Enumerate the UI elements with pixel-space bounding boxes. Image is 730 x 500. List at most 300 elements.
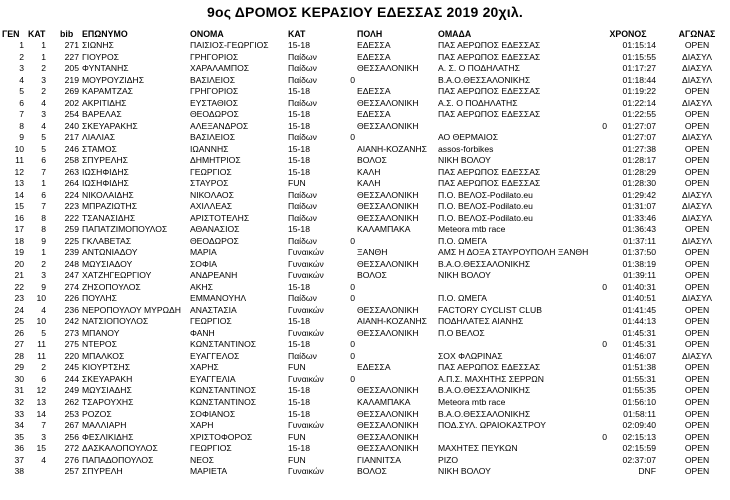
cell-team: ΑΜΣ Η ΔΟΞΑ ΣΤΑΥΡΟΥΠΟΛΗ ΞΑΝΘΗ — [438, 247, 589, 258]
cell-race-type: OPEN — [684, 420, 710, 431]
cell-team: Π.Ο. ΩΜΕΓΑ — [438, 235, 488, 246]
cell-category: FUN — [288, 431, 306, 442]
cell-finish-time: 01:28:30 — [622, 178, 656, 189]
cell-surname: ΚΙΟΥΡΤΣΗΣ — [82, 362, 131, 373]
cell-category: Παίδων — [288, 74, 317, 85]
cell-category: Παίδων — [288, 51, 317, 62]
cell-finish-time: 01:46:07 — [622, 350, 656, 361]
cell-bib-number: 267 — [64, 420, 79, 431]
cell-first-name: ΜΑΡΙΕΤΑ — [190, 466, 228, 477]
cell-category-rank: 10 — [36, 293, 46, 304]
header-onoma: ΟΝΟΜΑ — [190, 29, 224, 39]
cell-race-type: OPEN — [684, 166, 710, 177]
cell-surname: ΦΕΣΛΙΚΙΔΗΣ — [82, 431, 134, 442]
cell-first-name: ΧΑΡΗ — [190, 420, 214, 431]
cell-overall-rank: 25 — [14, 316, 24, 327]
cell-city: ΕΔΕΣΣΑ — [357, 51, 391, 62]
cell-bib-number: 248 — [64, 258, 79, 269]
cell-overall-rank: 38 — [14, 466, 24, 477]
cell-city: ΘΕΣΣΑΛΟΝΙΚΗ — [357, 385, 419, 396]
cell-overall-rank: 33 — [14, 408, 24, 419]
cell-bib-number: 269 — [64, 86, 79, 97]
cell-race-type: ΔΙΑΣΥΛ — [681, 132, 712, 143]
cell-zero-value: 0 — [602, 281, 607, 292]
cell-team: Β.Α.Ο.ΘΕΣΣΑΛΟΝΙΚΗΣ — [438, 408, 531, 419]
cell-category-rank: 11 — [37, 339, 46, 350]
cell-surname: ΖΗΣΟΠΟΥΛΟΣ — [82, 281, 141, 292]
cell-surname: ΣΙΩΝΗΣ — [82, 40, 114, 50]
cell-finish-time: 01:28:29 — [622, 166, 656, 177]
cell-surname: ΝΤΕΡΟΣ — [82, 339, 117, 350]
cell-first-name: ΓΕΩΡΓΙΟΣ — [190, 443, 232, 454]
cell-team: assos-forbikes — [438, 143, 494, 154]
cell-finish-time: 01:15:14 — [622, 40, 656, 50]
cell-first-name: ΣΟΦΙΑ — [190, 258, 217, 269]
cell-overall-rank: 26 — [14, 327, 24, 338]
cell-category-rank: 6 — [41, 373, 46, 384]
cell-team: Π.Ο. ΒΕΛΟΣ-Podilato.eu — [438, 212, 533, 223]
cell-zero-value: 0 — [350, 74, 355, 85]
cell-overall-rank: 29 — [14, 362, 24, 373]
cell-category-rank: 5 — [41, 327, 46, 338]
cell-team: ΠΑΣ ΑΕΡΩΠΟΣ ΕΔΕΣΣΑΣ — [438, 109, 541, 120]
cell-first-name: ΘΕΟΔΩΡΟΣ — [190, 109, 239, 120]
cell-finish-time: 01:36:43 — [622, 224, 656, 235]
table-row — [0, 75, 730, 87]
cell-race-type: ΔΙΑΣΥΛ — [681, 212, 712, 223]
cell-bib-number: 258 — [64, 155, 79, 166]
cell-finish-time: 01:31:07 — [622, 201, 656, 212]
cell-city: ΒΟΛΟΣ — [357, 155, 387, 166]
cell-finish-time: 01:29:42 — [622, 189, 656, 200]
cell-category-rank: 7 — [41, 201, 46, 212]
cell-surname: ΜΠΑΛΚΟΣ — [82, 350, 125, 361]
cell-race-type: OPEN — [684, 224, 710, 235]
table-row — [0, 420, 730, 432]
cell-surname: ΚΑΡΑΜΤΖΑΣ — [82, 86, 133, 97]
cell-race-type: OPEN — [684, 454, 710, 465]
cell-city: ΑΙΑΝΗ-ΚΟΖΑΝΗΣ — [357, 143, 427, 154]
header-chronos: ΧΡΟΝΟΣ — [609, 29, 647, 39]
cell-first-name: ΦΑΝΗ — [190, 327, 215, 338]
cell-category: Γυναικών — [288, 466, 324, 477]
cell-bib-number: 219 — [64, 74, 79, 85]
cell-overall-rank: 37 — [14, 454, 24, 465]
cell-bib-number: 202 — [64, 97, 79, 108]
cell-overall-rank: 6 — [19, 97, 24, 108]
header-omada: ΟΜΑΔΑ — [438, 29, 472, 39]
cell-overall-rank: 10 — [14, 143, 24, 154]
cell-surname: ΠΟΥΛΗΣ — [82, 293, 117, 304]
cell-surname: ΙΩΣΗΦΙΔΗΣ — [82, 166, 129, 177]
cell-finish-time: 02:37:07 — [622, 454, 656, 465]
table-row — [0, 132, 730, 144]
cell-surname: ΦΥΝΤΑΝΗΣ — [82, 63, 129, 74]
cell-bib-number: 236 — [64, 304, 79, 315]
cell-zero-value: 0 — [350, 132, 355, 143]
cell-first-name: ΑΡΙΣΤΟΤΕΛΗΣ — [190, 212, 250, 223]
cell-race-type: ΔΙΑΣΥΛ — [681, 350, 712, 361]
cell-category: Παίδων — [288, 235, 317, 246]
cell-team: Α.Π.Σ. ΜΑΧΗΤΗΣ ΣΕΡΡΩΝ — [438, 373, 544, 384]
cell-bib-number: 274 — [64, 281, 79, 292]
cell-overall-rank: 24 — [14, 304, 24, 315]
table-row — [0, 63, 730, 75]
cell-finish-time: 01:58:11 — [623, 408, 656, 419]
cell-bib-number: 240 — [64, 120, 79, 131]
cell-overall-rank: 8 — [19, 120, 24, 131]
cell-category-rank: 1 — [41, 178, 46, 189]
cell-first-name: ΑΝΔΡΕΑΝΗ — [190, 270, 238, 281]
cell-first-name: ΚΩΝΣΤΑΝΤΙΝΟΣ — [190, 396, 257, 407]
cell-city: ΓΙΑΝΝΙΤΣΑ — [357, 454, 401, 465]
cell-zero-value: 0 — [602, 431, 607, 442]
cell-finish-time: 01:37:11 — [623, 235, 656, 246]
cell-overall-rank: 14 — [14, 189, 24, 200]
cell-first-name: ΣΟΦΙΑΝΟΣ — [190, 408, 236, 419]
cell-bib-number: 273 — [64, 327, 79, 338]
table-row — [0, 409, 730, 421]
cell-overall-rank: 36 — [14, 443, 24, 454]
cell-category-rank: 7 — [41, 166, 46, 177]
cell-bib-number: 225 — [64, 235, 79, 246]
cell-team: ΠΑΣ ΑΕΡΩΠΟΣ ΕΔΕΣΣΑΣ — [438, 178, 541, 189]
table-body — [0, 40, 730, 478]
table-row — [0, 443, 730, 455]
table-row — [0, 316, 730, 328]
cell-category-rank: 6 — [41, 155, 46, 166]
cell-first-name: ΒΑΣΙΛΕΙΟΣ — [190, 74, 236, 85]
cell-overall-rank: 12 — [14, 166, 24, 177]
cell-race-type: ΔΙΑΣΥΛ — [681, 201, 712, 212]
table-row — [0, 362, 730, 374]
cell-category: 15-18 — [288, 166, 310, 177]
cell-team: Π.Ο. ΒΕΛΟΣ-Podilato.eu — [438, 201, 533, 212]
table-row — [0, 201, 730, 213]
cell-race-type: ΔΙΑΣΥΛ — [681, 74, 712, 85]
cell-surname: ΤΣΑΡΟΥΧΗΣ — [82, 396, 134, 407]
cell-bib-number: 264 — [64, 178, 79, 189]
cell-bib-number: 256 — [64, 431, 79, 442]
cell-category: Γυναικών — [288, 270, 324, 281]
cell-zero-value: 0 — [350, 293, 355, 304]
cell-bib-number: 246 — [64, 143, 79, 154]
cell-category: Γυναικών — [288, 420, 324, 431]
header-bib: bib — [60, 29, 74, 39]
cell-team: ΠΑΣ ΑΕΡΩΠΟΣ ΕΔΕΣΣΑΣ — [438, 166, 541, 177]
cell-first-name: ΓΕΩΡΓΙΟΣ — [190, 166, 232, 177]
header-eponymo: ΕΠΩΝΥΜΟ — [82, 29, 128, 39]
cell-race-type: OPEN — [684, 304, 710, 315]
cell-category: Παίδων — [288, 212, 317, 223]
table-row — [0, 293, 730, 305]
table-row — [0, 98, 730, 110]
cell-bib-number: 227 — [64, 51, 79, 62]
table-row — [0, 305, 730, 317]
cell-category-rank: 2 — [41, 258, 46, 269]
cell-team: ΝΙΚΗ ΒΟΛΟΥ — [438, 466, 491, 477]
table-row — [0, 52, 730, 64]
cell-city: ΕΔΕΣΣΑ — [357, 86, 391, 97]
cell-category-rank: 10 — [36, 316, 46, 327]
results-table — [0, 28, 730, 478]
cell-race-type: ΔΙΑΣΥΛ — [681, 189, 712, 200]
cell-city: ΕΔΕΣΣΑ — [357, 40, 391, 50]
cell-category-rank: 14 — [36, 408, 46, 419]
cell-finish-time: 01:19:22 — [622, 86, 656, 97]
cell-overall-rank: 5 — [19, 86, 24, 97]
cell-team: Β.Α.Ο.ΘΕΣΣΑΛΟΝΙΚΗΣ — [438, 74, 531, 85]
cell-category: 15-18 — [288, 385, 310, 396]
cell-category: 15-18 — [288, 408, 310, 419]
cell-surname: ΑΝΤΩΝΙΑΔΟΥ — [82, 247, 138, 258]
cell-finish-time: 01:38:19 — [622, 258, 656, 269]
table-row — [0, 213, 730, 225]
cell-finish-time: 02:15:59 — [622, 443, 656, 454]
cell-race-type: OPEN — [684, 431, 710, 442]
table-row — [0, 178, 730, 190]
cell-category-rank: 8 — [41, 224, 46, 235]
cell-surname: ΣΚΕΥΑΡΑΚΗΣ — [82, 120, 138, 131]
cell-overall-rank: 2 — [19, 51, 24, 62]
cell-finish-time: 02:15:13 — [622, 431, 656, 442]
cell-bib-number: 205 — [64, 63, 79, 74]
cell-race-type: OPEN — [684, 362, 710, 373]
cell-zero-value: 0 — [350, 235, 355, 246]
cell-first-name: ΝΙΚΟΛΑΟΣ — [190, 189, 234, 200]
cell-first-name: ΕΜΜΑΝΟΥΗΛ — [190, 293, 247, 304]
cell-surname: ΔΑΣΚΑΛΟΠΟΥΛΟΣ — [82, 443, 158, 454]
cell-first-name: ΓΕΩΡΓΙΟΣ — [190, 316, 232, 327]
cell-category: 15-18 — [288, 143, 310, 154]
cell-finish-time: 01:56:10 — [622, 396, 656, 407]
table-row — [0, 167, 730, 179]
cell-team: ΠΑΣ ΑΕΡΩΠΟΣ ΕΔΕΣΣΑΣ — [438, 40, 541, 50]
cell-bib-number: 249 — [64, 385, 79, 396]
cell-race-type: OPEN — [684, 316, 710, 327]
cell-race-type: ΔΙΑΣΥΛ — [681, 97, 712, 108]
cell-bib-number: 224 — [64, 189, 79, 200]
cell-category-rank: 12 — [36, 385, 46, 396]
table-row — [0, 190, 730, 202]
cell-bib-number: 223 — [64, 201, 79, 212]
cell-finish-time: 01:39:11 — [623, 270, 656, 281]
cell-surname: ΡΟΖΟΣ — [82, 408, 112, 419]
cell-finish-time: 01:55:35 — [622, 385, 656, 396]
cell-finish-time: 01:37:50 — [622, 247, 656, 258]
cell-team: ΣΟΧ ΦΛΩΡΙΝΑΣ — [438, 350, 503, 361]
table-row — [0, 236, 730, 248]
cell-team: ΜΑΧΗΤΕΣ ΠΕΥΚΩΝ — [438, 443, 518, 454]
table-row — [0, 351, 730, 363]
cell-city: ΘΕΣΣΑΛΟΝΙΚΗ — [357, 304, 419, 315]
cell-finish-time: 01:40:51 — [622, 293, 656, 304]
cell-surname: ΑΚΡΙΤΙΔΗΣ — [82, 97, 127, 108]
cell-bib-number: 276 — [64, 454, 79, 465]
cell-category-rank: 11 — [37, 350, 46, 361]
cell-first-name: ΠΑΙΣΙΟΣ-ΓΕΩΡΓΙΟΣ — [190, 40, 269, 50]
cell-category-rank: 9 — [41, 281, 46, 292]
cell-zero-value: 0 — [602, 120, 607, 131]
cell-race-type: OPEN — [684, 443, 710, 454]
cell-team: Π.Ο. ΩΜΕΓΑ — [438, 293, 488, 304]
cell-team: ΝΙΚΗ ΒΟΛΟΥ — [438, 270, 491, 281]
cell-bib-number: 220 — [64, 350, 79, 361]
cell-race-type: OPEN — [684, 396, 710, 407]
cell-overall-rank: 27 — [14, 339, 24, 350]
cell-surname: ΣΚΕΥΑΡΑΚΗ — [82, 373, 133, 384]
cell-zero-value: 0 — [350, 281, 355, 292]
cell-category-rank: 4 — [41, 454, 46, 465]
cell-category: FUN — [288, 454, 306, 465]
cell-surname: ΓΚΛΑΒΕΤΑΣ — [82, 235, 132, 246]
cell-city: ΚΑΛΑΜΠΑΚΑ — [357, 224, 411, 235]
cell-city: ΑΙΑΝΗ-ΚΟΖΑΝΗΣ — [357, 316, 427, 327]
cell-surname: ΜΑΛΛΙΑΡΗ — [82, 420, 127, 431]
cell-category: 15-18 — [288, 339, 310, 350]
cell-team: FACTORY CYCLIST CLUB — [438, 304, 542, 315]
cell-zero-value: 0 — [350, 373, 355, 384]
cell-team: Meteora mtb race — [438, 396, 506, 407]
cell-bib-number: 247 — [64, 270, 79, 281]
cell-bib-number: 239 — [64, 247, 79, 258]
cell-finish-time: 01:40:31 — [622, 281, 656, 292]
cell-finish-time: 01:22:14 — [622, 97, 656, 108]
cell-first-name: ΧΑΡΑΛΑΜΠΟΣ — [190, 63, 250, 74]
cell-first-name: ΑΛΕΞΑΝΔΡΟΣ — [190, 120, 249, 131]
cell-category: 15-18 — [288, 396, 310, 407]
cell-first-name: ΕΥΑΓΓΕΛΟΣ — [190, 350, 240, 361]
cell-first-name: ΑΚΗΣ — [190, 281, 213, 292]
cell-first-name: ΜΑΡΙΑ — [190, 247, 217, 258]
cell-first-name: ΚΩΝΣΤΑΝΤΙΝΟΣ — [190, 385, 257, 396]
cell-first-name: ΝΕΟΣ — [190, 454, 214, 465]
cell-finish-time: 01:15:55 — [622, 51, 656, 62]
cell-city: ΘΕΣΣΑΛΟΝΙΚΗ — [357, 408, 419, 419]
cell-overall-rank: 4 — [19, 74, 24, 85]
cell-city: ΘΕΣΣΑΛΟΝΙΚΗ — [357, 431, 419, 442]
cell-bib-number: 262 — [64, 396, 79, 407]
cell-race-type: ΔΙΑΣΥΛ — [681, 51, 712, 62]
cell-category-rank: 5 — [41, 132, 46, 143]
cell-overall-rank: 21 — [14, 270, 24, 281]
cell-category: 15-18 — [288, 316, 310, 327]
cell-category: Παίδων — [288, 132, 317, 143]
cell-team: ΝΙΚΗ ΒΟΛΟΥ — [438, 155, 491, 166]
cell-city: ΚΑΛΑΜΠΑΚΑ — [357, 396, 411, 407]
cell-team: ΠΟΔ.ΣΥΛ. ΩΡΑΙΟΚΑΣΤΡΟΥ — [438, 420, 546, 431]
cell-finish-time: 01:22:55 — [622, 109, 656, 120]
cell-finish-time: 01:27:07 — [622, 132, 656, 143]
table-row — [0, 86, 730, 98]
cell-finish-time: 01:27:38 — [622, 143, 656, 154]
cell-race-type: OPEN — [684, 109, 710, 120]
table-row — [0, 328, 730, 340]
cell-category-rank: 9 — [41, 235, 46, 246]
cell-surname: ΜΩΥΣΙΑΔΗΣ — [82, 385, 132, 396]
cell-race-type: OPEN — [684, 258, 710, 269]
cell-category: Γυναικών — [288, 247, 324, 258]
cell-bib-number: 271 — [64, 40, 79, 50]
cell-team: ΠΑΣ ΑΕΡΩΠΟΣ ΕΔΕΣΣΑΣ — [438, 362, 541, 373]
cell-category-rank: 2 — [41, 63, 46, 74]
cell-first-name: ΣΤΑΥΡΟΣ — [190, 178, 229, 189]
cell-city: ΘΕΣΣΑΛΟΝΙΚΗ — [357, 120, 419, 131]
cell-category-rank: 4 — [41, 120, 46, 131]
cell-finish-time: 01:51:38 — [622, 362, 656, 373]
cell-first-name: ΕΥΑΓΓΕΛΙΑ — [190, 373, 236, 384]
cell-surname: ΣΠΥΡΕΛΗ — [82, 466, 123, 477]
cell-first-name: ΑΘΑΝΑΣΙΟΣ — [190, 224, 240, 235]
cell-category: FUN — [288, 362, 306, 373]
cell-city: ΘΕΣΣΑΛΟΝΙΚΗ — [357, 443, 419, 454]
cell-race-type: OPEN — [684, 247, 710, 258]
cell-zero-value: 0 — [602, 339, 607, 350]
table-row — [0, 432, 730, 444]
cell-team: ΠΟΔΗΛΑΤΕΣ ΑΙΑΝΗΣ — [438, 316, 524, 327]
cell-category-rank: 1 — [41, 51, 46, 62]
cell-overall-rank: 18 — [14, 235, 24, 246]
cell-race-type: ΔΙΑΣΥΛ — [681, 63, 712, 74]
cell-race-type: OPEN — [684, 373, 710, 384]
page-title: 9ος ΔΡΟΜΟΣ ΚΕΡΑΣΙΟΥ ΕΔΕΣΣΑΣ 2019 20χιλ. — [207, 4, 523, 20]
cell-category: 15-18 — [288, 443, 310, 454]
cell-bib-number: 253 — [64, 408, 79, 419]
table-row — [0, 247, 730, 259]
cell-race-type: OPEN — [684, 143, 710, 154]
cell-overall-rank: 31 — [14, 385, 24, 396]
table-row — [0, 374, 730, 386]
table-row — [0, 40, 730, 52]
cell-overall-rank: 32 — [14, 396, 24, 407]
cell-surname: ΜΟΥΡΟΥΖΙΔΗΣ — [82, 74, 145, 85]
cell-race-type: OPEN — [684, 281, 710, 292]
cell-race-type: OPEN — [684, 408, 710, 419]
cell-city: ΘΕΣΣΑΛΟΝΙΚΗ — [357, 420, 419, 431]
cell-category-rank: 8 — [41, 212, 46, 223]
table-row — [0, 109, 730, 121]
cell-first-name: ΓΡΗΓΟΡΙΟΣ — [190, 86, 239, 97]
table-header-row — [0, 28, 730, 40]
header-agonas: ΑΓΩΝΑΣ — [678, 29, 716, 39]
table-row — [0, 455, 730, 467]
cell-category: Παίδων — [288, 63, 317, 74]
cell-bib-number: 226 — [64, 293, 79, 304]
cell-team: Π.Ο ΒΕΛΟΣ — [438, 327, 485, 338]
cell-city: ΘΕΣΣΑΛΟΝΙΚΗ — [357, 212, 419, 223]
cell-overall-rank: 34 — [14, 420, 24, 431]
cell-overall-rank: 20 — [14, 258, 24, 269]
cell-city: ΒΟΛΟΣ — [357, 466, 387, 477]
cell-overall-rank: 9 — [19, 132, 24, 143]
header-category: ΚΑΤ — [288, 29, 306, 39]
cell-race-type: ΔΙΑΣΥΛ — [681, 293, 712, 304]
table-row — [0, 259, 730, 271]
cell-team: ΠΑΣ ΑΕΡΩΠΟΣ ΕΔΕΣΣΑΣ — [438, 86, 541, 97]
cell-overall-rank: 16 — [14, 212, 24, 223]
cell-bib-number: 245 — [64, 362, 79, 373]
cell-race-type: OPEN — [684, 155, 710, 166]
header-kat: ΚΑΤ — [28, 29, 46, 39]
cell-surname: ΙΩΣΗΦΙΔΗΣ — [82, 178, 129, 189]
cell-race-type: OPEN — [684, 339, 710, 350]
cell-race-type: OPEN — [684, 86, 710, 97]
cell-finish-time: 01:41:45 — [622, 304, 656, 315]
cell-overall-rank: 7 — [19, 109, 24, 120]
cell-category: Παίδων — [288, 97, 317, 108]
table-row — [0, 282, 730, 294]
cell-surname: ΛΙΑΛΙΑΣ — [82, 132, 116, 143]
